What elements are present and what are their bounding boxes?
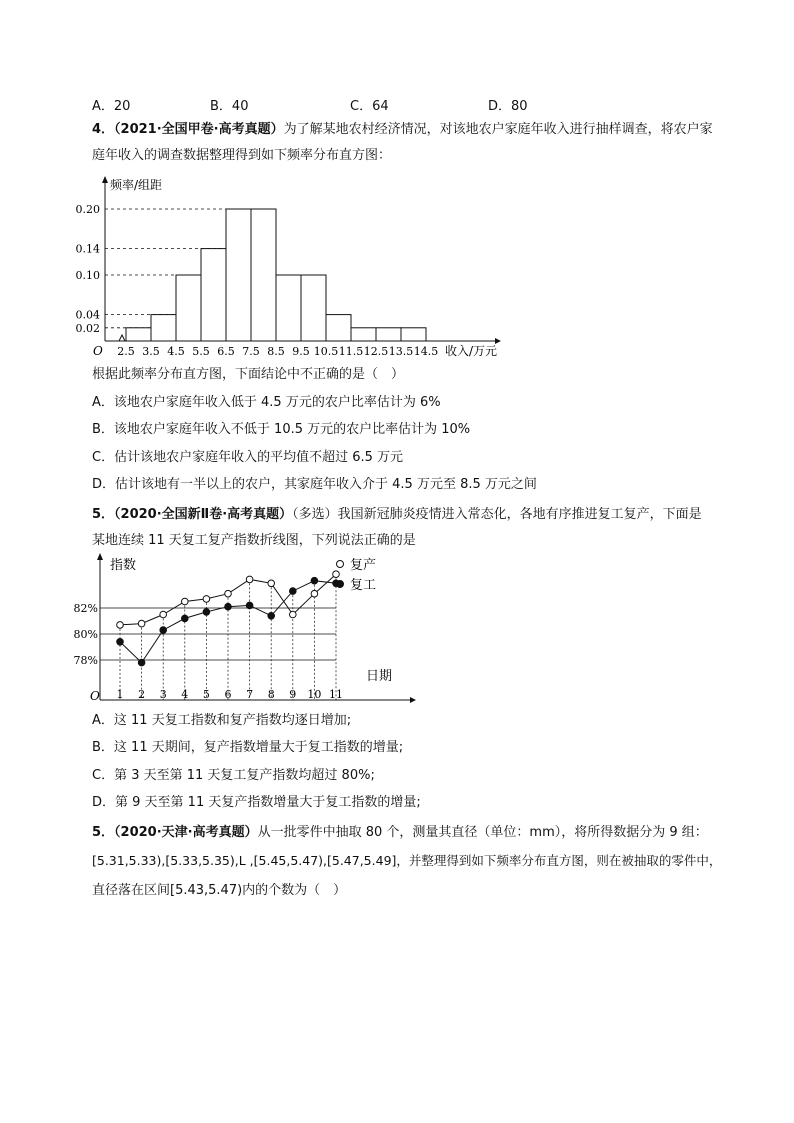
data-point <box>117 622 124 629</box>
q5a-option-a[interactable]: A．这 11 天复工指数和复产指数均逐日增加; <box>92 713 352 728</box>
q5b-stem <box>92 820 752 906</box>
y-tick-label: 80% <box>73 628 98 641</box>
histogram-bar <box>351 328 376 341</box>
income-histogram <box>70 173 520 363</box>
histogram-bar <box>251 209 276 341</box>
x-tick-label: 3.5 <box>142 345 160 358</box>
q5a-stem-line2: 某地连续 11 天复工复产指数折线图，下列说法正确的是 <box>92 533 416 548</box>
y-tick-label: 0.14 <box>75 242 100 256</box>
data-point <box>203 596 210 603</box>
histogram-bar <box>301 275 326 341</box>
data-point <box>290 611 297 618</box>
q5a-source: （2020·全国新Ⅱ卷·高考真题） <box>114 507 293 522</box>
x-tick-label: 6.5 <box>217 345 235 358</box>
data-point <box>182 598 189 605</box>
data-point <box>160 627 167 634</box>
q5b-stem-line3: 直径落在区间[5.43,5.47)内的个数为（ ） <box>92 883 347 898</box>
q5a-option-b[interactable]: B．这 11 天期间，复产指数增量大于复工指数的增量; <box>92 740 404 755</box>
y-tick-label: 0.10 <box>75 269 100 282</box>
x-tick-label: 1 <box>116 688 124 701</box>
q5b-stem-line1: 从一批零件中抽取 80 个，测量其直径（单位：mm），将所得数据分为 9 组： <box>257 825 708 840</box>
x-tick-label: 12.5 <box>363 345 389 358</box>
data-point <box>268 613 275 620</box>
x-tick-label: 9.5 <box>292 345 310 358</box>
histogram-bar <box>226 209 251 341</box>
y-tick-label: 0.04 <box>75 308 100 322</box>
data-point <box>160 611 167 618</box>
data-point <box>225 590 232 597</box>
axis-break-mark <box>119 335 125 341</box>
legend-label: 复工 <box>350 578 377 593</box>
histogram-bar <box>326 315 351 341</box>
x-axis-label: 日期 <box>366 669 393 684</box>
q3-choice-c[interactable]: C．64 <box>350 99 389 114</box>
histogram-bar <box>151 315 176 341</box>
x-tick-label: 7 <box>246 688 254 701</box>
legend-marker <box>337 581 344 588</box>
q5b-source: （2020·天津·高考真题） <box>114 825 258 840</box>
q4-source: （2021·全国甲卷·高考真题） <box>114 122 284 137</box>
x-axis-arrow <box>410 697 416 703</box>
histogram-bar <box>201 249 226 341</box>
x-tick-label: 10 <box>307 688 322 701</box>
x-tick-label: 14.5 <box>413 345 439 358</box>
q4-stem <box>92 117 732 169</box>
q4-question: 根据此频率分布直方图，下面结论中不正确的是（ ） <box>92 367 405 382</box>
q5b-stem-line2: [5.31,5.33),[5.33,5.35),L ,[5.45,5.47),[5.47,5.49]，并整理得到如下频率分布直方图，则在被抽取的零件中， <box>92 853 722 868</box>
x-tick-label: 11 <box>329 688 343 701</box>
q4-number: 4． <box>92 122 115 137</box>
q5a-number: 5． <box>92 507 115 522</box>
q4-stem-line1: 为了解某地农村经济情况，对该地农户家庭年收入进行抽样调查，将农户家 <box>283 122 713 137</box>
y-tick-label: 0.02 <box>75 321 100 335</box>
q4-option-d[interactable]: D．估计该地有一半以上的农户，其家庭年收入介于 4.5 万元至 8.5 万元之间 <box>92 477 537 492</box>
x-axis-label: 收入/万元 <box>445 344 498 358</box>
resumption-index-line-chart <box>73 552 420 707</box>
data-point <box>290 588 297 595</box>
q4-option-a[interactable]: A．该地农户家庭年收入低于 4.5 万元的农户比率估计为 6% <box>92 395 441 410</box>
data-point <box>182 615 189 622</box>
data-point <box>225 603 232 610</box>
data-point <box>268 580 275 587</box>
q4-stem-line2: 庭年收入的调查数据整理得到如下频率分布直方图： <box>92 148 392 163</box>
q5a-stem <box>92 502 732 554</box>
data-point <box>246 576 253 583</box>
y-tick-label: 78% <box>73 654 98 667</box>
x-tick-label: 4 <box>181 688 189 701</box>
origin-label: O <box>93 344 103 358</box>
legend-marker <box>337 561 344 568</box>
y-axis-arrow <box>97 553 103 560</box>
q3-choices <box>92 95 612 113</box>
q4-option-c[interactable]: C．估计该地农户家庭年收入的平均值不超过 6.5 万元 <box>92 450 404 465</box>
data-point <box>203 609 210 616</box>
x-tick-label: 10.5 <box>313 345 339 358</box>
q5b-number: 5． <box>92 825 115 840</box>
x-tick-label: 6 <box>224 688 232 701</box>
x-tick-label: 4.5 <box>167 345 185 358</box>
y-axis-arrow <box>102 176 108 183</box>
histogram-bar <box>401 328 426 341</box>
histogram-bar <box>126 328 151 341</box>
q5a-stem-line1: （多选）我国新冠肺炎疫情进入常态化，各地有序推进复工复产，下面是 <box>292 507 702 522</box>
histogram-bar <box>376 328 401 341</box>
q4-option-b[interactable]: B．该地农户家庭年收入不低于 10.5 万元的农户比率估计为 10% <box>92 422 471 437</box>
q5a-option-d[interactable]: D．第 9 天至第 11 天复产指数增量大于复工指数的增量; <box>92 795 421 810</box>
data-point <box>117 639 124 646</box>
x-tick-label: 8.5 <box>267 345 285 358</box>
x-tick-label: 7.5 <box>242 345 260 358</box>
data-point <box>138 620 145 627</box>
histogram-bar <box>176 275 201 341</box>
histogram-bar <box>276 275 301 341</box>
x-tick-label: 13.5 <box>388 345 414 358</box>
origin-label: O <box>90 689 100 703</box>
y-tick-label: 82% <box>73 602 98 615</box>
x-tick-label: 5.5 <box>192 345 210 358</box>
q5a-option-c[interactable]: C．第 3 天至第 11 天复工复产指数均超过 80%; <box>92 768 375 783</box>
y-axis-label: 频率/组距 <box>110 178 163 192</box>
y-tick-label: 0.20 <box>75 203 100 216</box>
q3-choice-d[interactable]: D．80 <box>488 99 528 114</box>
q3-choice-a[interactable]: A．20 <box>92 99 131 114</box>
x-tick-label: 8 <box>267 688 275 701</box>
data-point <box>311 590 318 597</box>
data-point <box>246 602 253 609</box>
x-tick-label: 3 <box>159 688 167 701</box>
q3-choice-b[interactable]: B．40 <box>210 99 249 114</box>
data-point <box>333 571 340 578</box>
x-tick-label: 9 <box>289 688 297 701</box>
legend-label: 复产 <box>350 558 377 573</box>
x-tick-label: 2 <box>138 688 146 701</box>
x-tick-label: 11.5 <box>338 345 364 358</box>
data-point <box>138 659 145 666</box>
y-axis-label: 指数 <box>110 558 137 573</box>
x-tick-label: 2.5 <box>117 345 135 358</box>
x-tick-label: 5 <box>202 688 210 701</box>
data-point <box>311 577 318 584</box>
